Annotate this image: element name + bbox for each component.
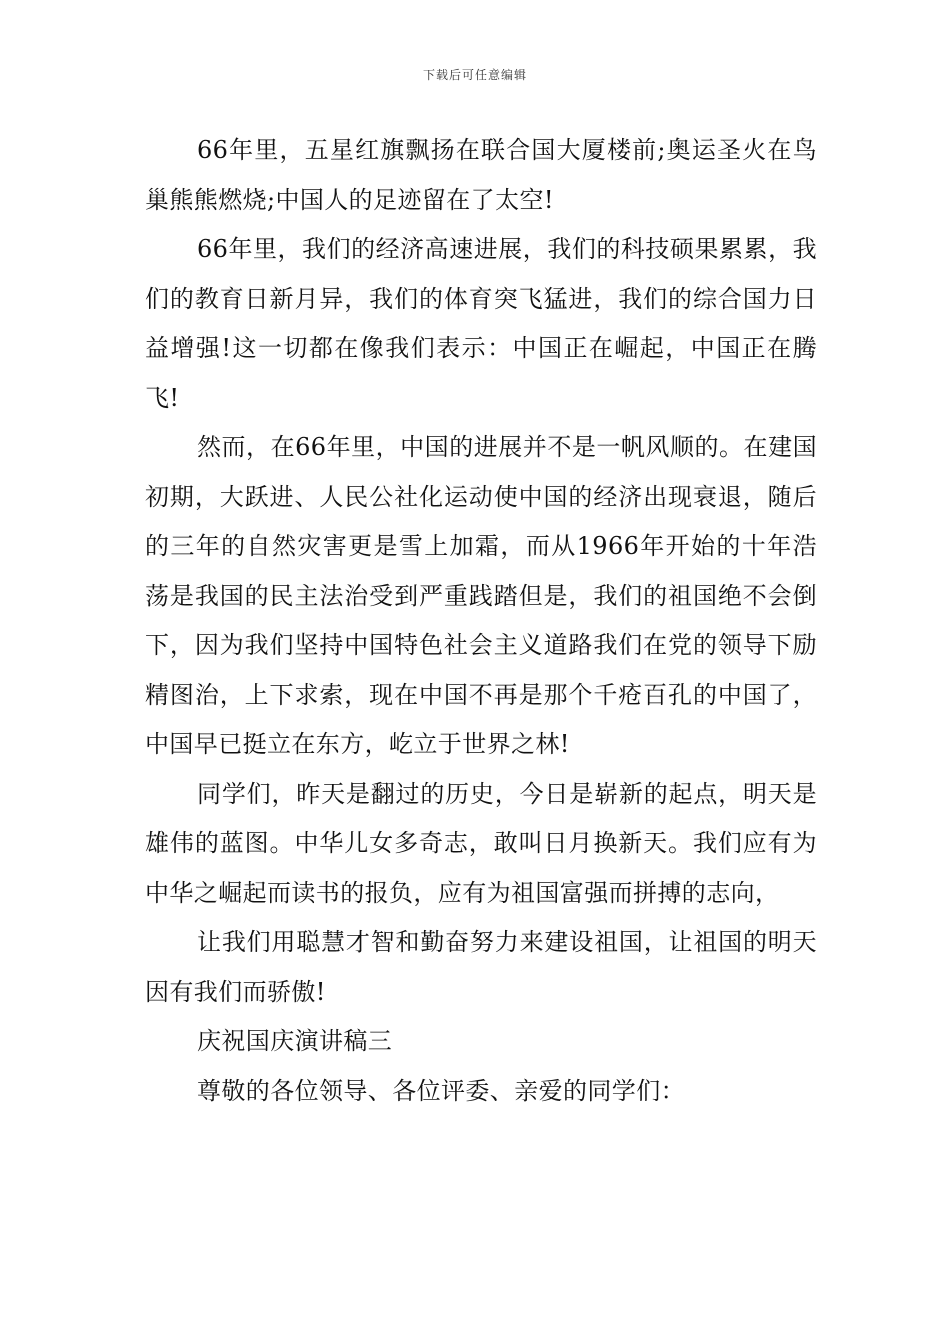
paragraph: 然而，在66年里，中国的进展并不是一帆风顺的。在建国初期，大跃进、人民公社化运动使中国的经济出现衰退，随后的三年的自然灾害更是雪上加霜，而从1966年开始的十年浩荡是我国的民主法治受到严重践踏但是，我们的祖国绝不会倒下，因为我们坚持中国特色社会主义道路我们在党的领导下励精图治，上下求索，现在中国不再是那个千疮百孔的中国了，中国早已挺立在东方，屹立于世界之林! (145, 433, 817, 758)
page-header-note: 下载后可任意编辑 (422, 68, 527, 82)
paragraph: 66年里，我们的经济高速进展，我们的科技硕果累累，我们的教育日新月异，我们的体育突飞猛进，我们的综合国力日益增强!这一切都在像我们表示：中国正在崛起，中国正在腾飞! (145, 235, 817, 412)
paragraph: 66年里，五星红旗飘扬在联合国大厦楼前;奥运圣火在鸟巢熊熊燃烧;中国人的足迹留在了太空! (145, 136, 817, 214)
document-body (145, 126, 817, 1116)
paragraph: 让我们用聪慧才智和勤奋努力来建设祖国，让祖国的明天因有我们而骄傲! (145, 928, 817, 1006)
section-title: 庆祝国庆演讲稿三 (197, 1027, 393, 1055)
salutation: 尊敬的各位领导、各位评委、亲爱的同学们： (197, 1076, 685, 1105)
paragraph: 同学们，昨天是翻过的历史，今日是崭新的起点，明天是雄伟的蓝图。中华儿女多奇志，敢叫日月换新天。我们应有为中华之崛起而读书的报负，应有为祖国富强而拼搏的志向， (145, 779, 817, 907)
